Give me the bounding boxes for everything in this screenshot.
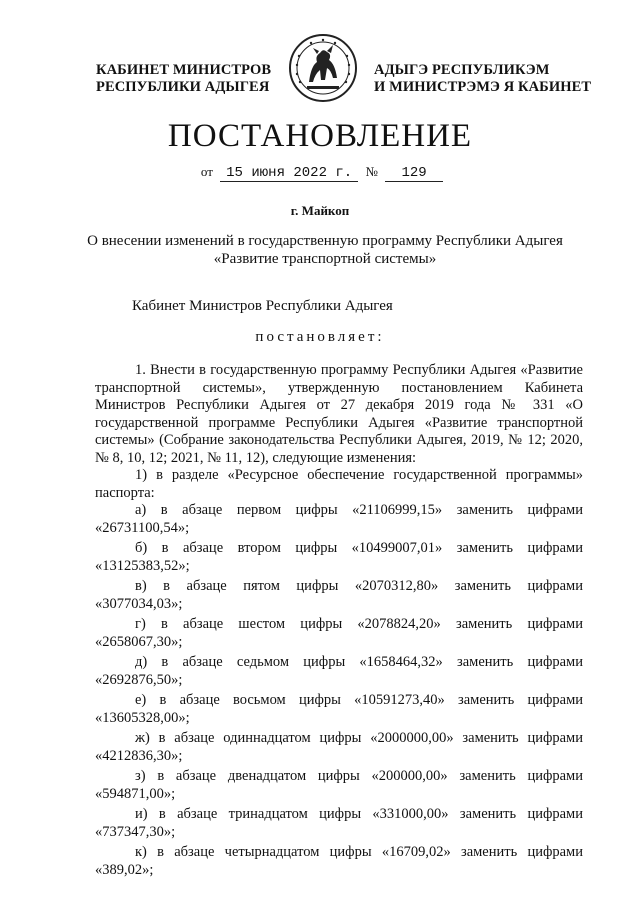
subject-line-1: О внесении изменений в государственную программу Республики Адыгея xyxy=(87,233,563,249)
date-number-line xyxy=(0,164,640,182)
paragraph-1: 1. Внести в государственную программу Республики Адыгея «Развитие транспортной системы», утвержденную постановлением Кабинета Министров Республики Адыгея от 27 декабря 2019 года № 331 «О государственной программе Республики Адыгея «Развитие транспортной системы» (Собрание законодательства Республики Адыгея, 2019, № 12; 2020, № 8, 10, 12; 2021, № 11, 12), следующие изменения: xyxy=(95,362,583,466)
coat-of-arms-icon xyxy=(287,32,359,104)
issuer-adyghe-line-2: И МИНИСТРЭМЭ Я КАБИНЕТ xyxy=(374,79,592,95)
issuer-name-adyghe xyxy=(374,62,591,96)
city-line: г. Майкоп xyxy=(290,203,350,218)
list-item: и) в абзаце тринадцатом цифры «331000,00» заменить цифрами «737347,30»; xyxy=(95,806,583,840)
list-item: д) в абзаце седьмом цифры «1658464,32» заменить цифрами «2692876,50»; xyxy=(95,654,583,688)
list-item: ж) в абзаце одиннадцатом цифры «2000000,00» заменить цифрами «4212836,30»; xyxy=(95,730,583,764)
issuer-adyghe-line-1: АДЫГЭ РЕСПУБЛИКЭМ xyxy=(374,62,550,78)
issuing-body: Кабинет Министров Республики Адыгея xyxy=(132,298,393,314)
document-number: 129 xyxy=(385,165,443,182)
list-item: а) в абзаце первом цифры «21106999,15» заменить цифрами «26731100,54»; xyxy=(95,502,583,536)
list-item: к) в абзаце четырнадцатом цифры «16709,02» заменить цифрами «389,02»; xyxy=(95,844,583,878)
list-item: г) в абзаце шестом цифры «2078824,20» заменить цифрами «2658067,30»; xyxy=(95,616,583,650)
subparagraph-1: 1) в разделе «Ресурсное обеспечение государственной программы» паспорта: xyxy=(95,467,583,501)
list-item: б) в абзаце втором цифры «10499007,01» заменить цифрами «13125383,52»; xyxy=(95,540,583,574)
subject-line-2: «Развитие транспортной системы» xyxy=(213,251,437,267)
document-title: ПОСТАНОВЛЕНИЕ xyxy=(167,118,473,154)
document-subject xyxy=(70,232,580,268)
document-body xyxy=(95,362,583,882)
decree-word: постановляет: xyxy=(255,329,385,345)
list-item: з) в абзаце двенадцатом цифры «200000,00» заменить цифрами «594871,00»; xyxy=(95,768,583,802)
document-date: 15 июня 2022 г. xyxy=(220,165,358,182)
number-prefix: № xyxy=(365,164,378,179)
date-prefix: от xyxy=(200,164,213,179)
issuer-line-1: КАБИНЕТ МИНИСТРОВ xyxy=(96,62,272,78)
issuer-name-russian xyxy=(96,62,271,96)
issuer-line-2: РЕСПУБЛИКИ АДЫГЕЯ xyxy=(96,79,270,95)
list-item: е) в абзаце восьмом цифры «10591273,40» заменить цифрами «13605328,00»; xyxy=(95,692,583,726)
list-item: в) в абзаце пятом цифры «2070312,80» заменить цифрами «3077034,03»; xyxy=(95,578,583,612)
